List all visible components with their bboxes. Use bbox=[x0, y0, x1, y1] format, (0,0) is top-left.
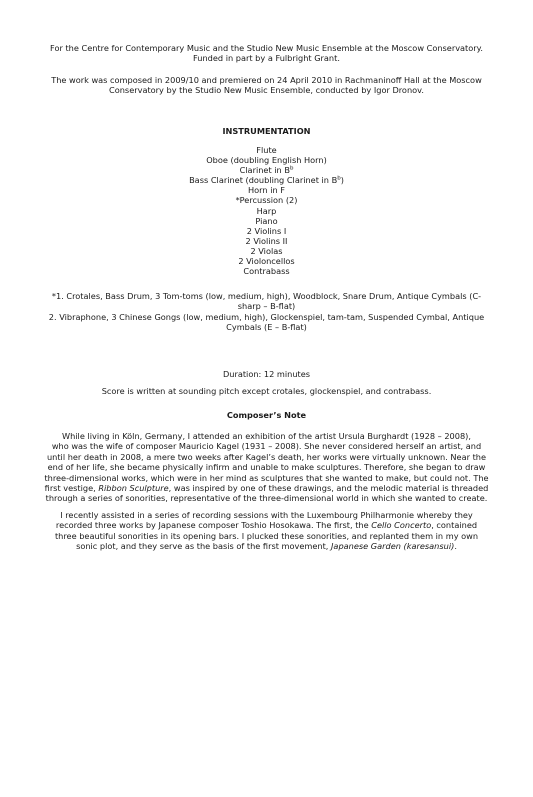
instrumentation-list bbox=[40, 145, 493, 276]
work-title: Ribbon Sculpture bbox=[98, 483, 169, 494]
work-title: Cello Concerto bbox=[371, 520, 432, 531]
instrument-item: Piano bbox=[255, 215, 278, 226]
paragraph-line: three-dimensional works, which were in her mind as sculptures that she wanted to make, but could not. The bbox=[44, 472, 489, 483]
premiere-line-1: The work was composed in 2009/10 and premiered on 24 April 2010 in Rachmaninoff Hall at the Moscow bbox=[51, 75, 482, 85]
funding-statement bbox=[40, 43, 493, 64]
instrument-item: 2 Violas bbox=[250, 245, 283, 256]
paragraph-line: recorded three works by Japanese composer Toshio Hosokawa. The first, the Cello Concerto, contained bbox=[55, 520, 478, 531]
composers-note-paragraph-2 bbox=[40, 510, 493, 552]
flat-sign: b bbox=[289, 165, 294, 172]
paragraph-line: end of her life, she became physically infirm and unable to make sculptures. Therefore, she began to draw bbox=[47, 462, 486, 473]
score-pitch-note: Score is written at sounding pitch except crotales, glockenspiel, and contrabass. bbox=[101, 386, 432, 396]
paragraph-line: three beautiful sonorities in its opening bars. I plucked these sonorities, and replanted them in my own bbox=[54, 530, 479, 541]
instrument-item: 2 Violins I bbox=[246, 225, 287, 236]
instrument-item: Contrabass bbox=[243, 266, 290, 277]
percussion-note-line: *1. Crotales, Bass Drum, 3 Tom-toms (low, medium, high), Woodblock, Snare Drum, Antique Cymbals (C- bbox=[51, 291, 482, 301]
instrument-item: Oboe (doubling English Horn) bbox=[206, 155, 327, 166]
paragraph-line: While living in Köln, Germany, I attended an exhibition of the artist Ursula Burghardt (1928 – 2008), bbox=[62, 431, 471, 441]
instrument-item: Bass Clarinet (doubling Clarinet in $B^b$) bbox=[189, 175, 344, 186]
movement-title: Japanese Garden (karesansui) bbox=[331, 541, 455, 552]
funding-line-1: For the Centre for Contemporary Music and the Studio New Music Ensemble at the Moscow Conservatory. bbox=[50, 43, 483, 53]
percussion-note-line: sharp – B-flat) bbox=[237, 301, 296, 312]
paragraph-line: until her death in 2008, a mere two weeks after Kagel’s death, her works were virtually unknown. Near the bbox=[46, 451, 487, 462]
flat-sign: b bbox=[337, 175, 341, 182]
instrument-item: Flute bbox=[256, 145, 277, 155]
paragraph-line: first vestige, Ribbon Sculpture, was inspired by one of these drawings, and the melodic material is threaded bbox=[44, 483, 489, 494]
percussion-note-line: 2. Vibraphone, 3 Chinese Gongs (low, medium, high), Glockenspiel, tam-tam, Suspended Cymbal, Antique bbox=[48, 311, 485, 322]
percussion-note bbox=[40, 291, 493, 333]
paragraph-line: who was the wife of composer Mauricio Kagel (1931 – 2008). She never considered herself an artist, and bbox=[51, 441, 482, 452]
instrument-item: *Percussion (2) bbox=[235, 195, 298, 206]
duration-text: Duration: 12 minutes bbox=[222, 369, 311, 379]
instrument-item: 2 Violins II bbox=[245, 235, 288, 246]
paragraph-line: I recently assisted in a series of recording sessions with the Luxembourg Philharmonie whereby they bbox=[60, 510, 473, 520]
premiere-line-2: Conservatory by the Studio New Music Ensemble, conducted by Igor Dronov. bbox=[109, 85, 424, 96]
instrument-item: Harp bbox=[256, 205, 277, 216]
instrument-item: 2 Violoncellos bbox=[238, 256, 295, 267]
composers-note-paragraph-1 bbox=[40, 431, 493, 504]
instrument-item: Clarinet in $B^b$ bbox=[239, 165, 294, 176]
paragraph-line: sonic plot, and they serve as the basis of the first movement, Japanese Garden (karesansui). bbox=[76, 541, 457, 552]
instrument-item: Horn in F bbox=[248, 185, 285, 196]
paragraph-line: through a series of sonorities, representative of the three-dimensional world in which she wanted to create. bbox=[45, 493, 488, 504]
composers-note-heading: Composer’s Note bbox=[226, 410, 307, 420]
percussion-note-line: Cymbals (E – B-flat) bbox=[226, 322, 307, 333]
premiere-statement bbox=[40, 75, 493, 96]
instrumentation-heading: INSTRUMENTATION bbox=[222, 126, 311, 136]
funding-line-2: Funded in part by a Fulbright Grant. bbox=[193, 53, 340, 64]
